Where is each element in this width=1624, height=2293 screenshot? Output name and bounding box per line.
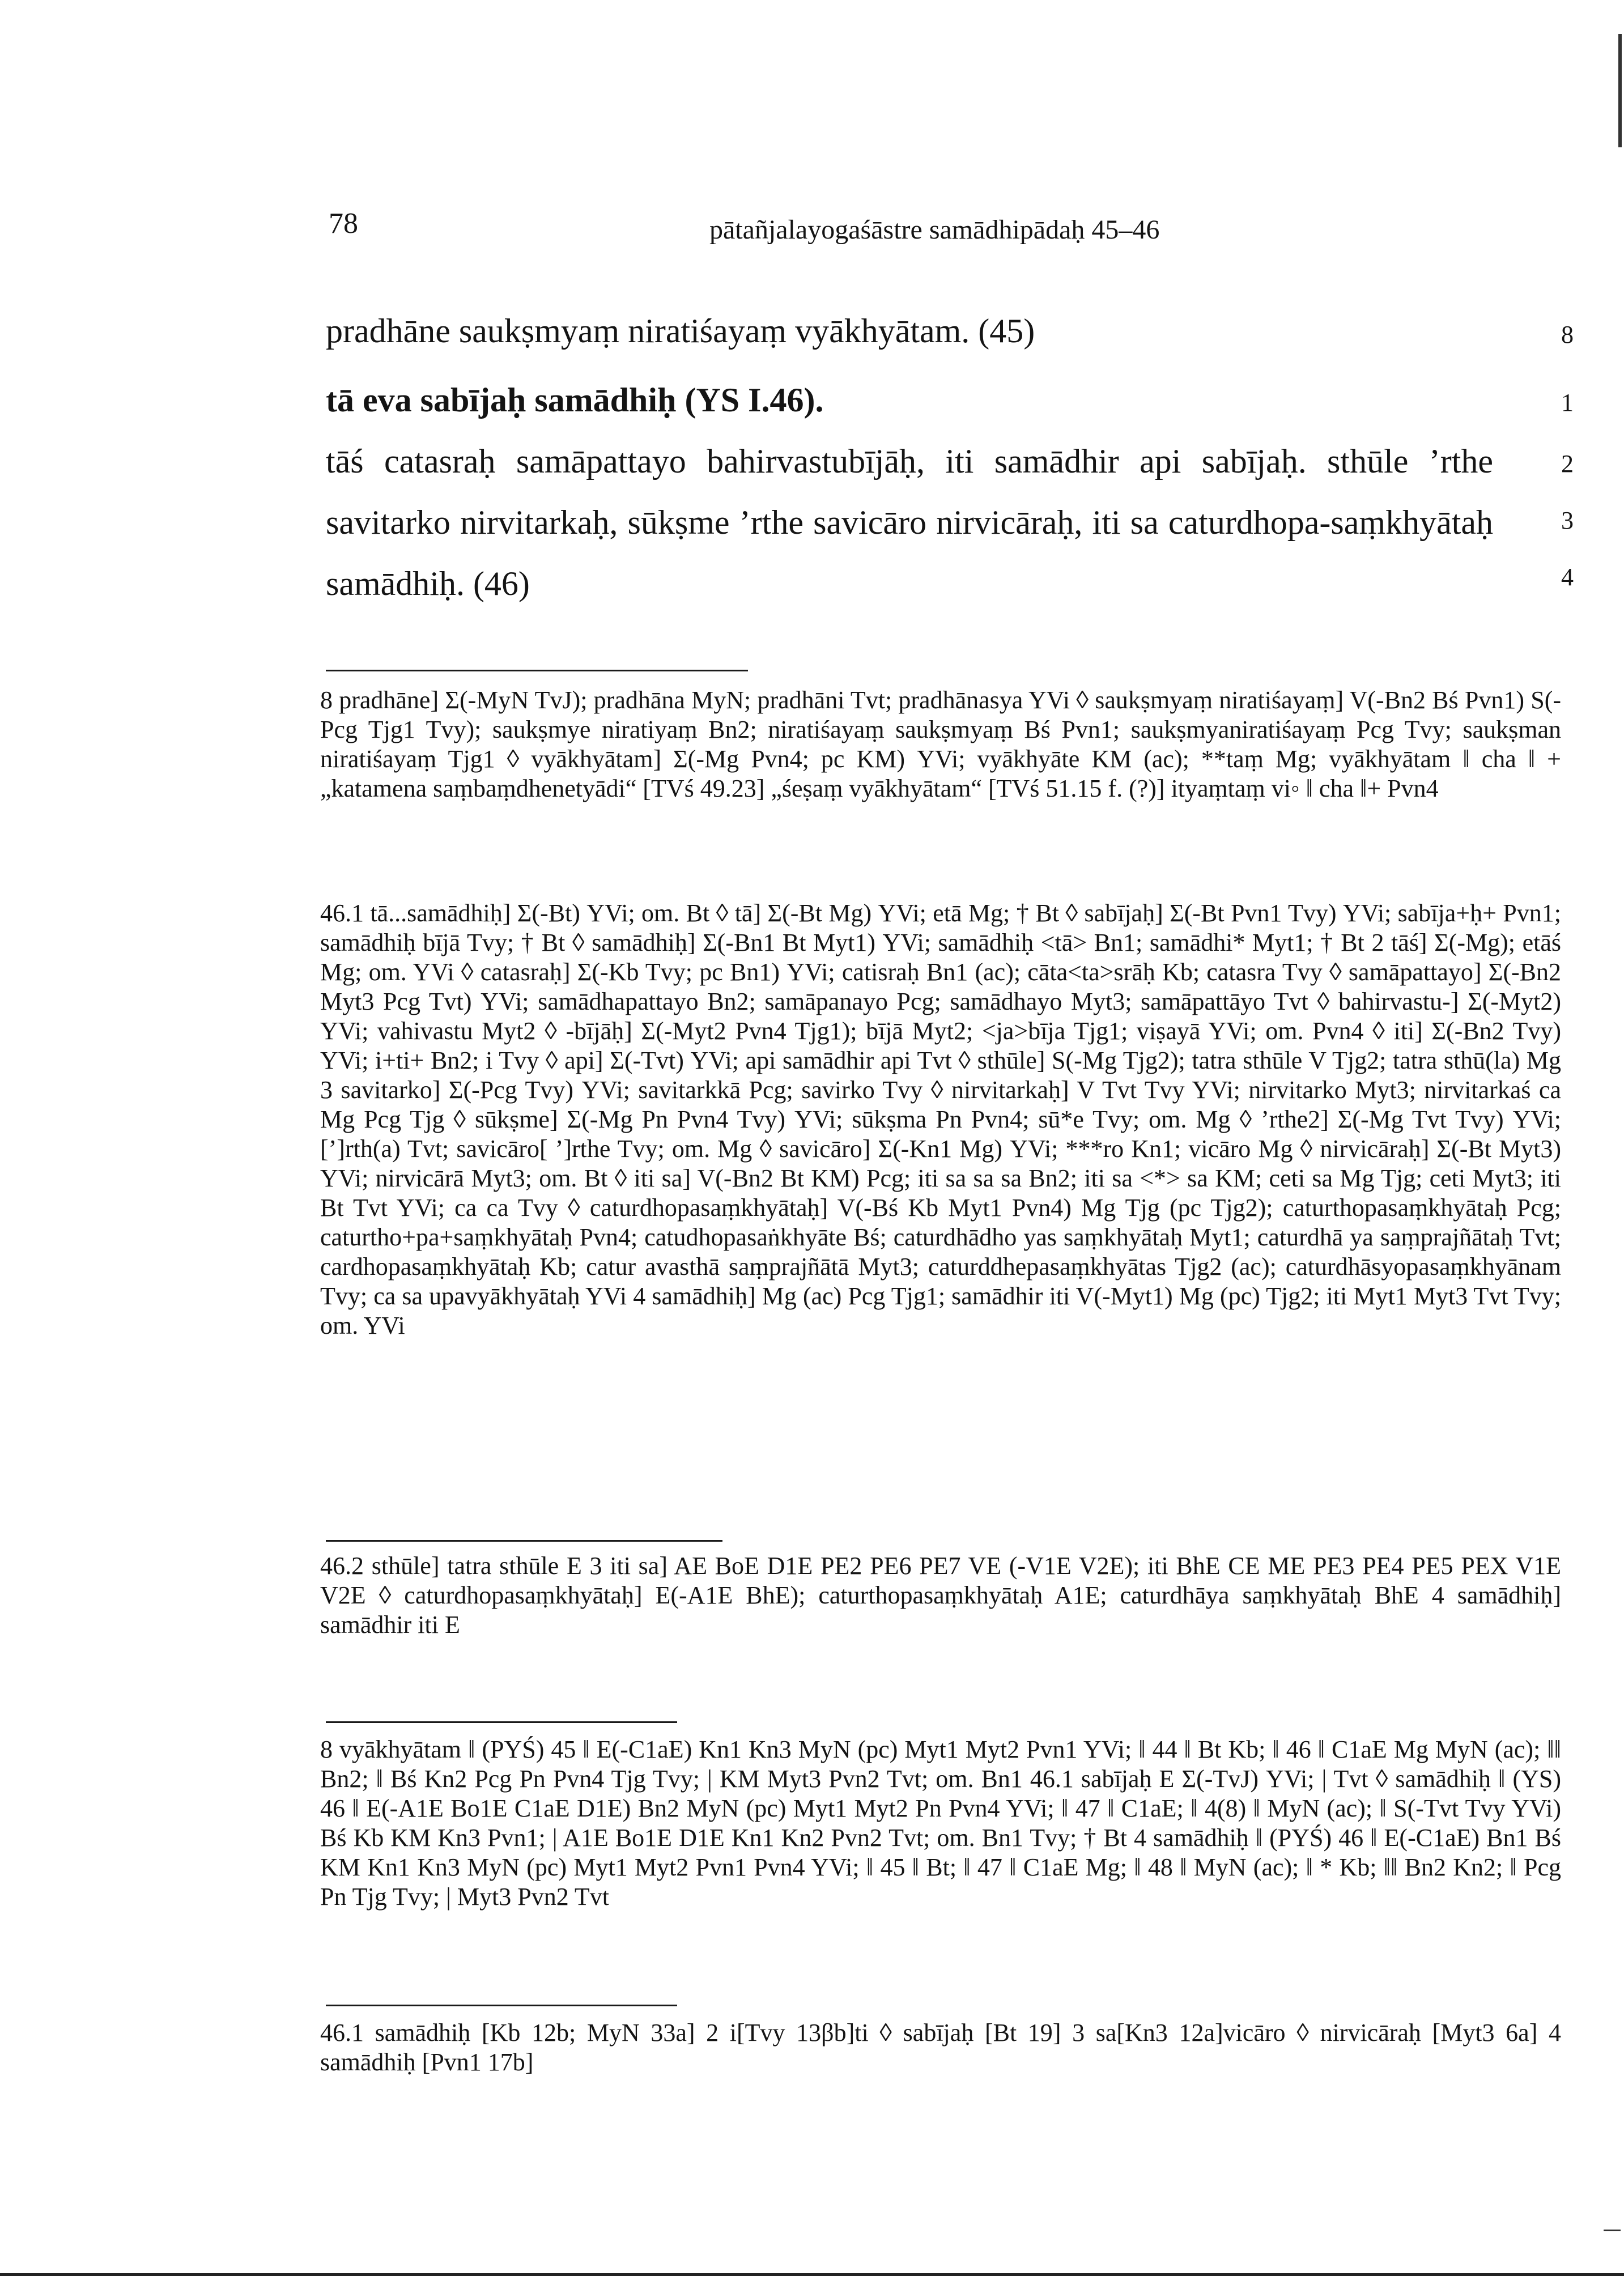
- folio-apparatus: 46.1 samādhiḥ [Kb 12b; MyN 33a] 2 i[Tvy 13βb]ti ◊ sabījaḥ [Bt 19] 3 sa[Kn3 12a]vicāro ◊ nirvicāraḥ [Myt3 6a] 4 samādhiḥ [Pvn1 17b]: [320, 2019, 1561, 2076]
- commentary-46: tāś catasraḥ samāpattayo bahirvastubījāḥ, iti samādhir api sabījaḥ. sthūle ’rthe savitarko nirvitarkaḥ, sūkṣme ’rthe savicāro nirvicāraḥ, iti sa caturdhopa-saṃkhyātaḥ samādhiḥ. (46): [326, 443, 1493, 602]
- page-number: 78: [329, 207, 358, 240]
- sutra-46: tā eva sabījaḥ samādhiḥ (YS I.46).: [326, 381, 824, 419]
- punctuation-apparatus: 8 vyākhyātam ‖ (PYŚ) 45 ‖ E(-C1aE) Kn1 Kn3 MyN (pc) Myt1 Myt2 Pvn1 YVi; ‖ 44 ‖ Bt Kb; ‖ 46 ‖ C1aE Mg MyN (ac); ‖‖ Bn2; ‖ Bś Kn2 Pcg Pn Pvn4 Tjg Tvy; | KM Myt3 Pvn2 Tvt; om. Bn1 46.1 sabījaḥ E Σ(-TvJ) YVi; | Tvt ◊ samādhiḥ ‖ (YS) 46 ‖ E(-A1E Bo1E C1aE D1E) Bn2 MyN (pc) Myt1 Myt2 Pn Pvn4 YVi; ‖ 47 ‖ C1aE; ‖ 4(8) ‖ MyN (ac); ‖ S(-Tvt Tvy YVi) Bś Kb KM Kn3 Pvn1; | A1E Bo1E D1E Kn1 Kn2 Pvn2 Tvt; om. Bn1 Tvy; † Bt 4 samādhiḥ ‖ (PYŚ) 46 ‖ E(-C1aE) Bn1 Bś KM Kn1 Kn3 MyN (pc) Myt1 Myt2 Pvn1 Pvn4 YVi; ‖ 45 ‖ Bt; ‖ 47 ‖ C1aE Mg; ‖ 48 ‖ MyN (ac); ‖ * Kb; ‖‖ Bn2 Kn2; ‖ Pcg Pn Tjg Tvy; | Myt3 Pvn2 Tvt: [320, 1735, 1561, 1911]
- apparatus-rule: [326, 1540, 722, 1542]
- apparatus-entry-45: 8 pradhāne] Σ(-MyN TvJ); pradhāna MyN; pradhāni Tvt; pradhānasya YVi ◊ saukṣmyaṃ niratiśayaṃ] V(-Bn2 Bś Pvn1) S(-Pcg Tjg1 Tvy); saukṣmye niratiyaṃ Bn2; niratiśayaṃ saukṣmyaṃ Bś Pvn1; saukṣmyaniratiśayaṃ Pcg Tvy; saukṣman niratiśayaṃ Tjg1 ◊ vyākhyātam] Σ(-Mg Pvn4; pc KM) YVi; vyākhyāte KM (ac); **taṃ Mg; vyākhyātam ‖ cha ‖ +„katamena saṃbaṃdhenetyādi“ [TVś 49.23] „śeṣaṃ vyākhyātam“ [TVś 51.15 f. (?)] ityaṃtaṃ vi◦ ‖ cha ‖+ Pvn4: [320, 686, 1561, 802]
- line-number: 3: [1561, 507, 1574, 534]
- line-number: 8: [1561, 321, 1574, 348]
- line-number: 2: [1561, 450, 1574, 478]
- line-number: 1: [1561, 389, 1574, 416]
- running-head: pātañjalayogaśāstre samādhipādaḥ 45–46: [709, 215, 1160, 245]
- apparatus-rule: [326, 2005, 677, 2006]
- main-text-45: pradhāne saukṣmyaṃ niratiśayaṃ vyākhyātam. (45): [326, 312, 1035, 350]
- scan-edge: [0, 2273, 1624, 2276]
- line-number: 4: [1561, 563, 1574, 591]
- testimonia-apparatus: 46.2 sthūle] tatra sthūle E 3 iti sa] AE BoE D1E PE2 PE6 PE7 VE (-V1E V2E); iti BhE CE ME PE3 PE4 PE5 PEX V1E V2E ◊ caturdhopasaṃkhyātaḥ] E(-A1E BhE); caturthopasaṃkhyātaḥ A1E; caturdhāya saṃkhyātaḥ BhE 4 samādhiḥ] samādhir iti E: [320, 1552, 1561, 1639]
- scan-edge: [1604, 2230, 1621, 2231]
- apparatus-entry-46: 46.1 tā...samādhiḥ] Σ(-Bt) YVi; om. Bt ◊ tā] Σ(-Bt Mg) YVi; etā Mg; † Bt ◊ sabījaḥ] Σ(-Bt Pvn1 Tvy) YVi; sabīja+ḥ+ Pvn1; samādhiḥ bījā Tvy; † Bt ◊ samādhiḥ] Σ(-Bn1 Bt Myt1) YVi; samādhiḥ <tā> Bn1; samādhi* Myt1; † Bt 2 tāś] Σ(-Mg); etāś Mg; om. YVi ◊ catasraḥ] Σ(-Kb Tvy; pc Bn1) YVi; catisraḥ Bn1 (ac); cāta<ta>srāḥ Kb; catasra Tvy ◊ samāpattayo] Σ(-Bn2 Myt3 Pcg Tvt) YVi; samādhapattayo Bn2; samāpanayo Pcg; samādhayo Myt3; samāpattāyo Tvt ◊ bahirvastu-] Σ(-Myt2) YVi; vahivastu Myt2 ◊ -bījāḥ] Σ(-Myt2 Pvn4 Tjg1); bījā Myt2; <ja>bīja Tjg1; viṣayā YVi; om. Pvn4 ◊ iti] Σ(-Bn2 Tvy) YVi; i+ti+ Bn2; i Tvy ◊ api] Σ(-Tvt) YVi; api samādhir api Tvt ◊ sthūle] S(-Mg Tjg2); tatra sthūle V Tjg2; tatra sthū(la) Mg 3 savitarko] Σ(-Pcg Tvy) YVi; savitarkkā Pcg; savirko Tvy ◊ nirvitarkaḥ] V Tvt Tvy YVi; nirvitarko Myt3; nirvitarkaś ca Mg Pcg Tjg ◊ sūkṣme] Σ(-Mg Pn Pvn4 Tvy) YVi; sūkṣma Pn Pvn4; sū*e Tvy; om. Mg ◊ ’rthe2] Σ(-Mg Tvt Tvy) YVi; [’]rth(a) Tvt; savicāro[ ’]rthe Tvy; om. Mg ◊ savicāro] Σ(-Kn1 Mg) YVi; ***ro Kn1; vicāro Mg ◊ nirvicāraḥ] Σ(-Bt Myt3) YVi; nirvicārā Myt3; om. Bt ◊ iti sa] V(-Bn2 Bt KM) Pcg; iti sa sa sa Bn2; iti sa <*> sa KM; ceti sa Mg Tjg; ceti Myt3; iti Bt Tvt YVi; ca ca Tvy ◊ caturdhopasaṃkhyātaḥ] V(-Bś Kb Myt1 Pvn4) Mg Tjg (pc Tjg2); caturthopasaṃkhyātaḥ Pcg; caturtho+pa+saṃkhyātaḥ Pvn4; catudhopasaṅkhyāte Bś; caturdhādho yas saṃkhyātaḥ Myt1; caturdhā ya saṃprajñātaḥ Tvt; cardhopasaṃkhyātaḥ Kb; catur avasthā saṃprajñātā Myt3; caturddhepasaṃkhyātas Tjg2 (ac); caturdhāsyopasaṃkhyānam Tvy; ca sa upavyākhyātaḥ YVi 4 samādhiḥ] Mg (ac) Pcg Tjg1; samādhir iti V(-Myt1) Mg (pc) Tjg2; iti Myt1 Myt3 Tvt Tvy; om. YVi: [320, 899, 1561, 1339]
- apparatus-rule: [326, 670, 748, 671]
- apparatus-rule: [326, 1721, 677, 1723]
- scan-edge: [1618, 34, 1622, 147]
